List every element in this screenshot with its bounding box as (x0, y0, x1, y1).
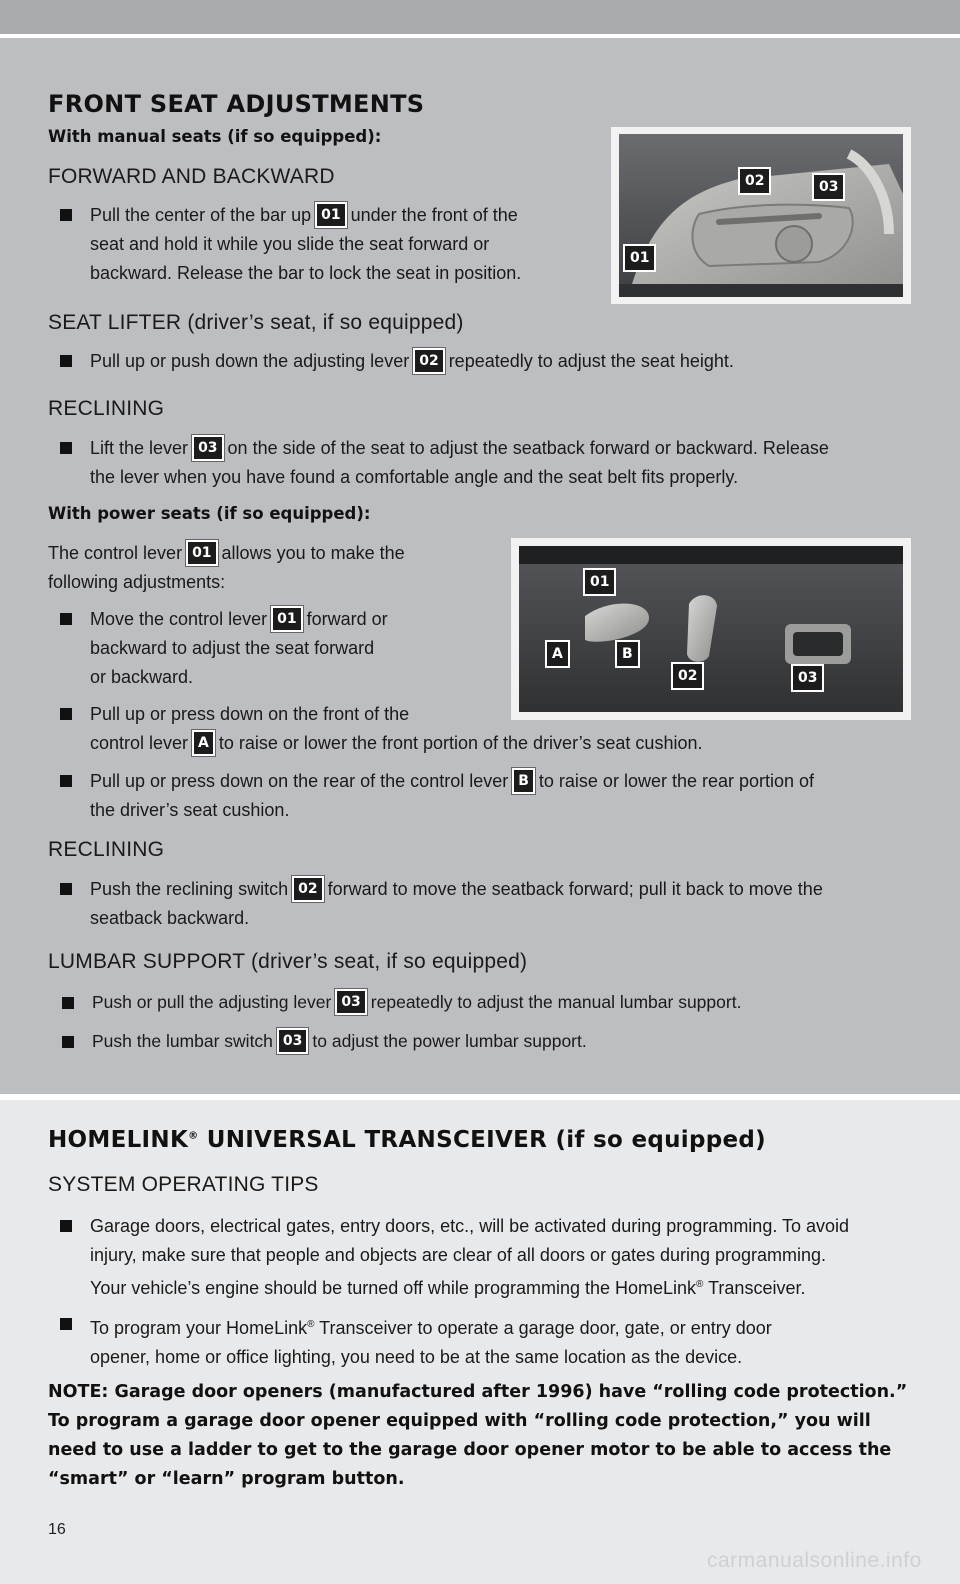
manual-seat-photo (619, 134, 903, 297)
photo1-label-03: 03 (812, 173, 845, 201)
callout-badge-01: 01 (186, 540, 217, 566)
front-seat-title: FRONT SEAT ADJUSTMENTS (48, 90, 425, 118)
callout-badge-03: 03 (335, 989, 366, 1015)
top-header-bar (0, 0, 960, 34)
seat-lifter-text: Pull up or push down the adjusting lever 02 repeatedly to adjust the seat height. (90, 347, 920, 376)
callout-badge-b: B (512, 768, 535, 794)
bullet-icon (62, 997, 74, 1009)
photo2-label-03: 03 (791, 664, 824, 692)
forward-backward-caption: FORWARD AND BACKWARD (48, 165, 335, 188)
power-rear-text: Pull up or press down on the rear of the control lever B to raise or lower the rear portion of the driver’s seat cushion. (90, 767, 930, 825)
photo2-label-a: A (545, 640, 570, 668)
callout-badge-01: 01 (271, 606, 302, 632)
power-move-text: Move the control lever 01 forward or backward to adjust the seat forward or backward. (90, 605, 490, 692)
bullet-icon (60, 883, 72, 895)
callout-badge-a: A (192, 730, 215, 756)
reclining-manual-caption: RECLINING (48, 397, 165, 420)
seat-lifter-caption: SEAT LIFTER (driver’s seat, if so equipped) (48, 311, 464, 334)
photo2-label-02: 02 (671, 662, 704, 690)
manual-seat-photo-frame (611, 127, 911, 304)
system-tips-caption: SYSTEM OPERATING TIPS (48, 1173, 319, 1196)
reclining-manual-text: Lift the lever 03 on the side of the seat to adjust the seatback forward or backward. Release the lever when you have found a comfortable angle and the seat belt fits properly. (90, 434, 930, 492)
bullet-icon (62, 1036, 74, 1048)
bullet-icon (60, 708, 72, 720)
bullet-icon (60, 613, 72, 625)
photo1-label-01: 01 (623, 244, 656, 272)
power-intro-text: The control lever 01 allows you to make the following adjustments: (48, 539, 488, 597)
homelink-tip-2: To program your HomeLink® Transceiver to operate a garage door, gate, or entry door opener, home or office lighting, you need to be at the same location as the device. (90, 1318, 772, 1367)
callout-badge-02: 02 (292, 876, 323, 902)
lumbar-manual-text: Push or pull the adjusting lever 03 repeatedly to adjust the manual lumbar support. (92, 988, 922, 1017)
photo2-label-01: 01 (583, 568, 616, 596)
reclining-power-caption: RECLINING (48, 838, 165, 861)
bullet-icon (60, 775, 72, 787)
callout-badge-03: 03 (277, 1028, 308, 1054)
manual-seats-heading: With manual seats (if so equipped): (48, 127, 382, 146)
callout-badge-01: 01 (315, 202, 346, 228)
callout-badge-02: 02 (413, 348, 444, 374)
bullet-icon (60, 442, 72, 454)
watermark: carmanualsonline.info (707, 1549, 922, 1572)
lumbar-caption: LUMBAR SUPPORT (driver’s seat, if so equipped) (48, 950, 528, 973)
bullet-icon (60, 355, 72, 367)
reclining-power-text: Push the reclining switch 02 forward to move the seatback forward; pull it back to move the seatback backward. (90, 875, 930, 933)
lumbar-power-text: Push the lumbar switch 03 to adjust the power lumbar support. (92, 1027, 922, 1056)
homelink-title: HOMELINK® UNIVERSAL TRANSCEIVER (if so equipped) (48, 1127, 766, 1153)
power-seats-heading: With power seats (if so equipped): (48, 504, 371, 523)
power-front-text: Pull up or press down on the front of the control lever A to raise or lower the front portion of the driver’s seat cushion. (90, 700, 930, 758)
power-seat-photo (519, 546, 903, 712)
bullet-icon (60, 1220, 72, 1232)
page-number: 16 (48, 1521, 66, 1538)
photo2-label-b: B (615, 640, 640, 668)
bullet-icon (60, 209, 72, 221)
callout-badge-03: 03 (192, 435, 223, 461)
photo1-label-02: 02 (738, 167, 771, 195)
forward-backward-text: Pull the center of the bar up 01 under the front of the seat and hold it while you slide the seat forward or backward. Release the bar to lock the seat in position. (90, 201, 580, 288)
power-seat-photo-frame (511, 538, 911, 720)
homelink-note: NOTE: Garage door openers (manufactured after 1996) have “rolling code protection.” To program a garage door opener equipped with “rolling code protection,” you will need to use a ladder to get to the garage door opener motor to be able to access the “smart” or “learn” program button. (48, 1382, 908, 1489)
homelink-tip-1: Garage doors, electrical gates, entry doors, etc., will be activated during programming. To avoid injury, make sure that people and objects are clear of all doors or gates during programming. Your vehicle’s engine should be turned off while programming the HomeLink® Transceiver. (90, 1216, 850, 1298)
bullet-icon (60, 1318, 72, 1330)
